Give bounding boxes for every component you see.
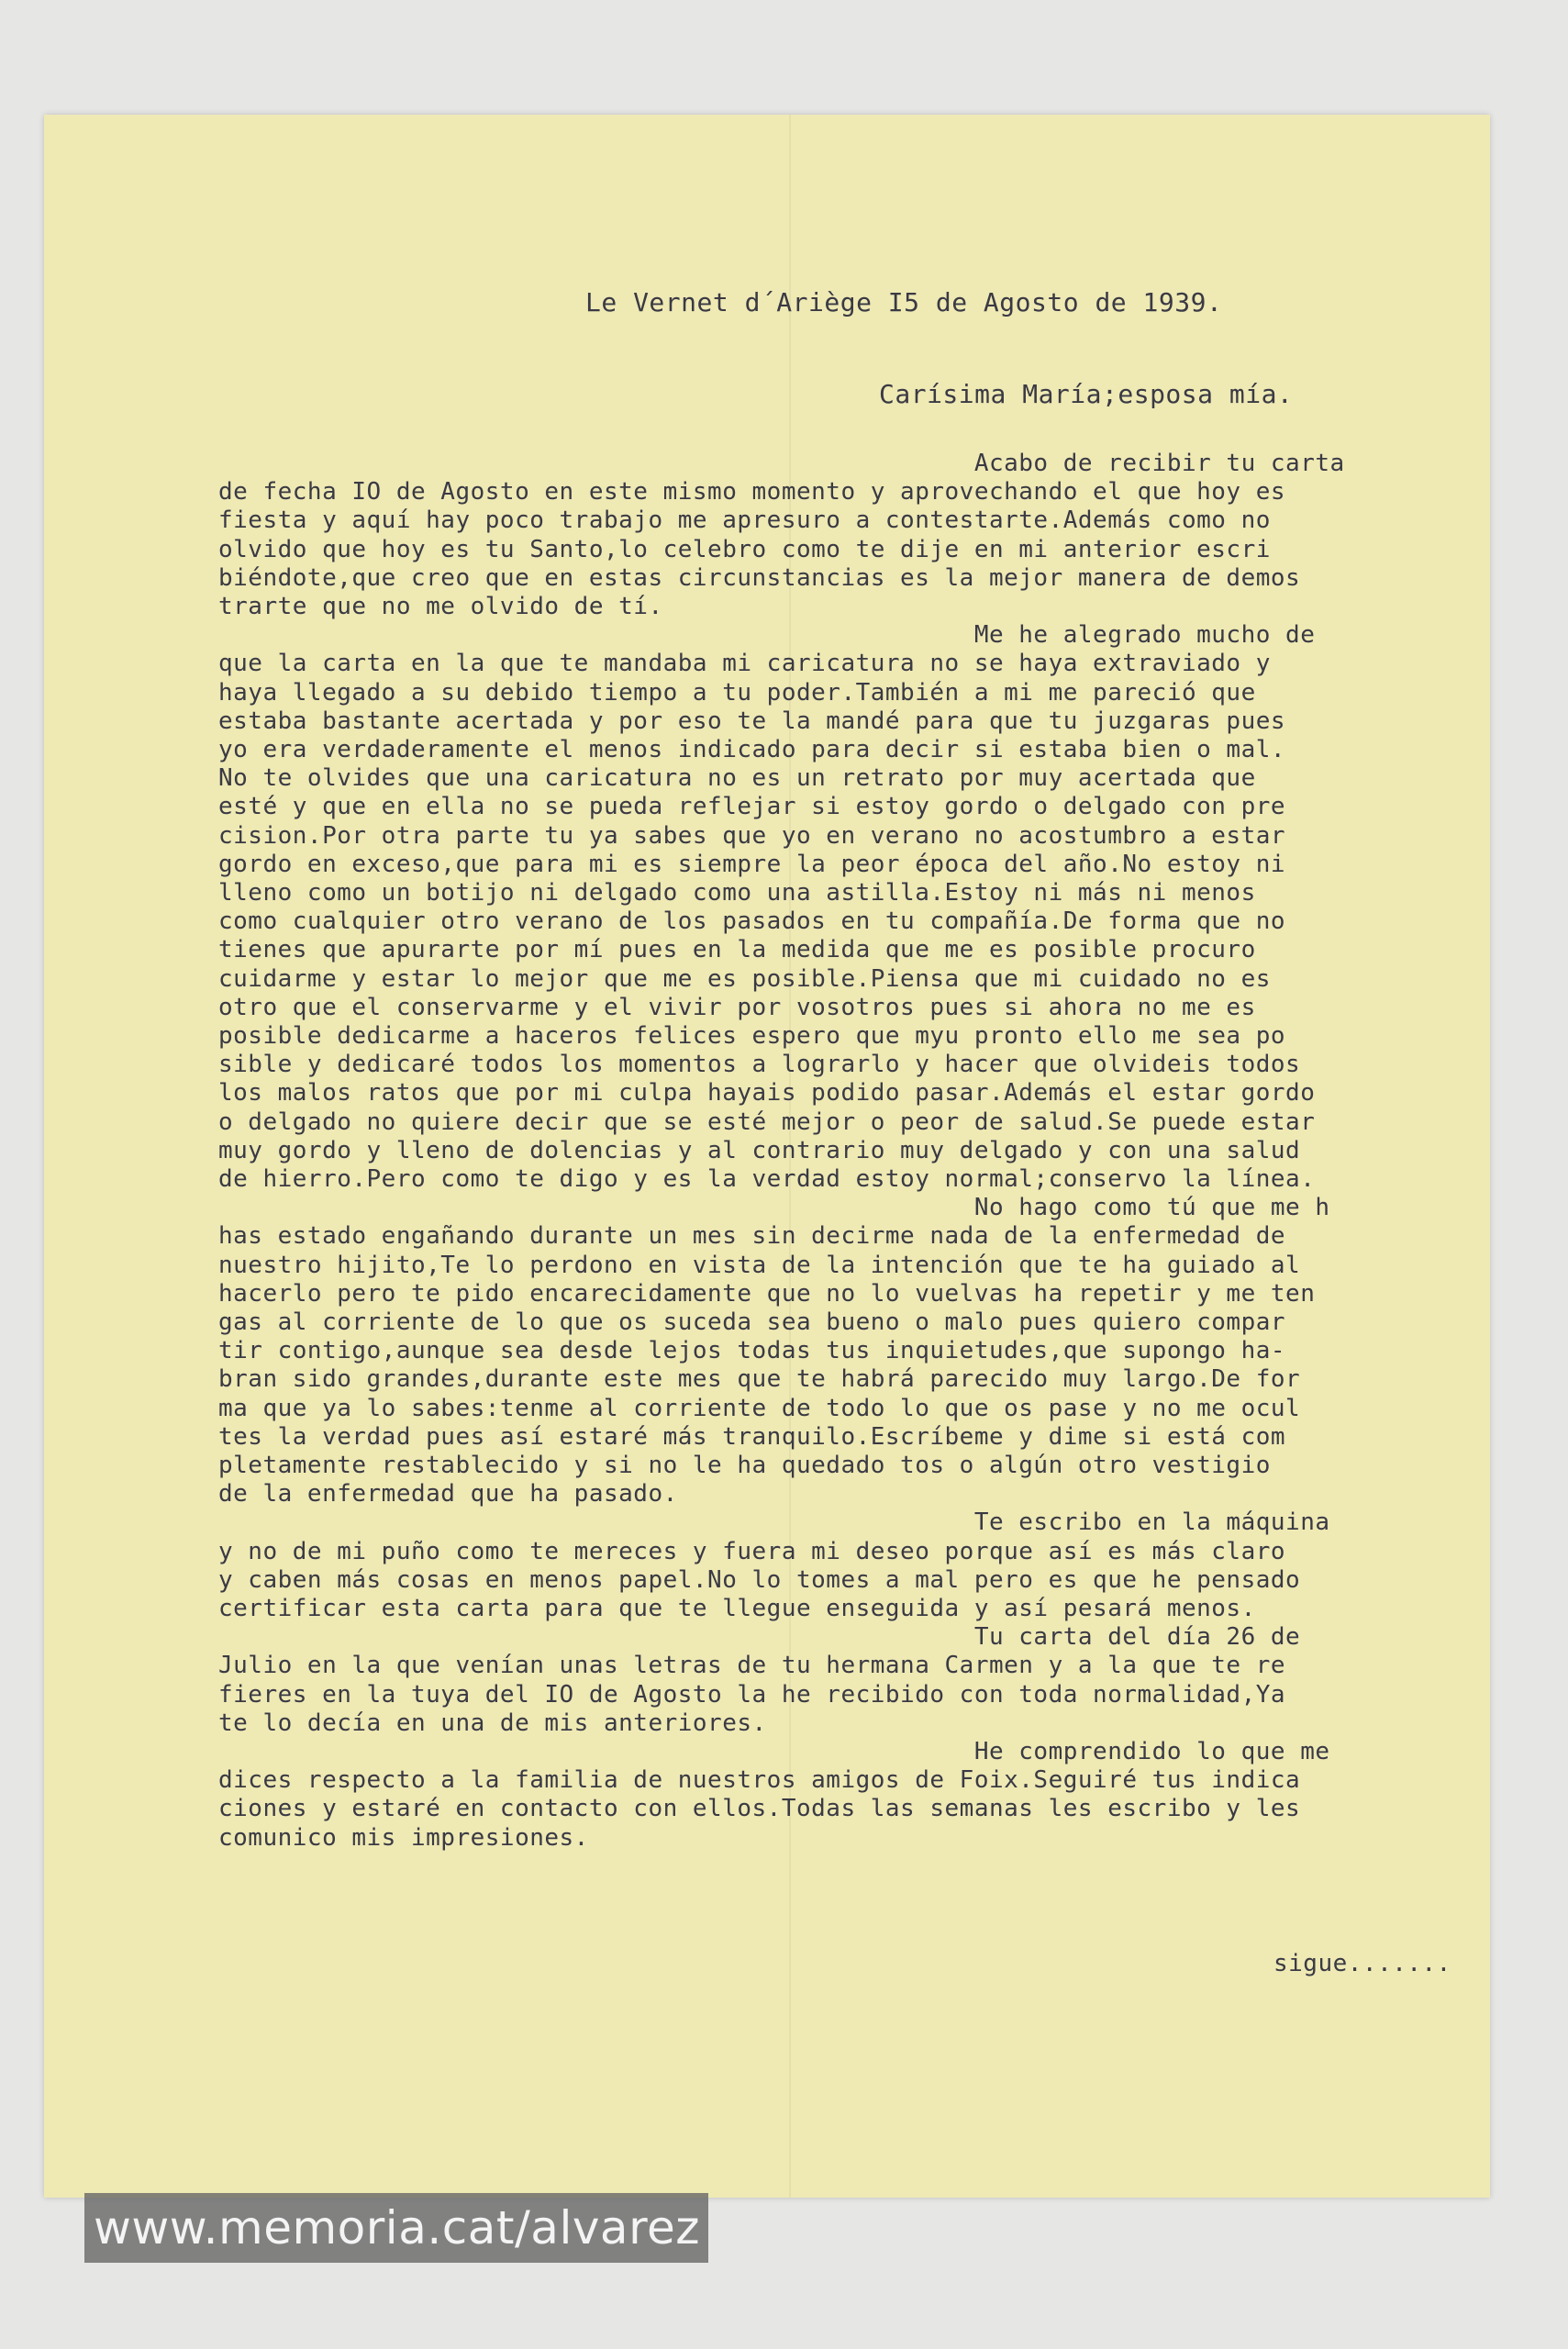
letter-line: Acabo de recibir tu carta xyxy=(218,450,1345,477)
letter-line: fieres en la tuya del IO de Agosto la he recibido con toda normalidad,Ya xyxy=(218,1680,1286,1709)
letter-line: trarte que no me olvido de tí. xyxy=(218,593,663,620)
letter-line: Me he alegrado mucho de xyxy=(218,621,1316,650)
letter-line: tir contigo,aunque sea desde lejos todas tus inquietudes,que supongo ha- xyxy=(218,1337,1286,1365)
letter-line: cision.Por otra parte tu ya sabes que yo en verano no acostumbro a estar xyxy=(218,821,1286,850)
letter-line: que la carta en la que te mandaba mi caricatura no se haya extraviado y xyxy=(218,650,1271,678)
letter-line: como cualquier otro verano de los pasados en tu compañía.De forma que no xyxy=(218,907,1286,936)
letter-line: ma que ya lo sabes:tenme al corriente de todo lo que os pase y no me ocul xyxy=(218,1394,1301,1422)
letter-line: estaba bastante acertada y por eso te la mandé para que tu juzgaras pues xyxy=(218,707,1286,735)
letter-line: pletamente restablecido y si no le ha quedado tos o algún otro vestigio xyxy=(218,1452,1271,1479)
letter-line: y caben más cosas en menos papel.No lo tomes a mal pero es que he pensado xyxy=(218,1565,1301,1594)
letter-line: los malos ratos que por mi culpa hayais podido pasar.Además el estar gordo xyxy=(218,1079,1316,1108)
letter-line: muy gordo y lleno de dolencias y al contrario muy delgado y con una salud xyxy=(218,1136,1301,1164)
letter-line: de hierro.Pero como te digo y es la verdad estoy normal;conservo la línea. xyxy=(218,1165,1316,1193)
letter-line: de fecha IO de Agosto en este mismo momento y aprovechando el que hoy es xyxy=(218,478,1286,507)
letter-line: olvido que hoy es tu Santo,lo celebro como te dije en mi anterior escri xyxy=(218,535,1271,563)
letter-line: bran sido grandes,durante este mes que te habrá parecido muy largo.De for xyxy=(218,1365,1301,1394)
letter-line: o delgado no quiere decir que se esté mejor o peor de salud.Se puede estar xyxy=(218,1108,1316,1136)
letter-line: sible y dedicaré todos los momentos a lograrlo y hacer que olvideis todos xyxy=(218,1051,1301,1079)
letter-line: lleno como un botijo ni delgado como una astilla.Estoy ni más ni menos xyxy=(218,879,1256,907)
letter-line: fiesta y aquí hay poco trabajo me apresuro a contestarte.Además como no xyxy=(218,507,1271,535)
letter-line: No te olvides que una caricatura no es un retrato por muy acertada que xyxy=(218,764,1256,793)
letter-line: He comprendido lo que me xyxy=(218,1738,1330,1765)
letter-line: posible dedicarme a haceros felices espero que myu pronto ello me sea po xyxy=(218,1022,1286,1050)
letter-line: otro que el conservarme y el vivir por vosotros pues si ahora no me es xyxy=(218,993,1256,1021)
letter-line: comunico mis impresiones. xyxy=(218,1823,589,1852)
letter-line: hacerlo pero te pido encarecidamente que no lo vuelvas ha repetir y me ten xyxy=(218,1279,1316,1308)
letter-line: haya llegado a su debido tiempo a tu poder.También a mi me pareció que xyxy=(218,678,1256,707)
letter-salutation: Carísima María;esposa mía. xyxy=(879,379,1294,409)
letter-line: Tu carta del día 26 de xyxy=(218,1623,1301,1652)
letter-line: gordo en exceso,que para mi es siempre la peor época del año.No estoy ni xyxy=(218,850,1286,878)
letter-line: cuidarme y estar lo mejor que me es posible.Piensa que mi cuidado no es xyxy=(218,964,1271,993)
watermark-url: www.memoria.cat/alvarez xyxy=(84,2193,708,2263)
letter-line: Te escribo en la máquina xyxy=(218,1508,1330,1537)
letter-line: Julio en la que venían unas letras de tu hermana Carmen y a la que te re xyxy=(218,1652,1286,1680)
letter-line: y no de mi puño como te mereces y fuera mi deseo porque así es más claro xyxy=(218,1537,1286,1565)
letter-line: gas al corriente de lo que os suceda sea bueno o malo pues quiero compar xyxy=(218,1308,1286,1336)
letter-line: tes la verdad pues así estaré más tranquilo.Escríbeme y dime si está com xyxy=(218,1422,1286,1451)
letter-line: esté y que en ella no se pueda reflejar si estoy gordo o delgado con pre xyxy=(218,793,1286,821)
letter-dateline: Le Vernet d´Ariège I5 de Agosto de 1939. xyxy=(585,287,1223,317)
letter-line: de la enfermedad que ha pasado. xyxy=(218,1480,678,1508)
letter-line: yo era verdaderamente el menos indicado para decir si estaba bien o mal. xyxy=(218,736,1286,763)
letter-line: No hago como tú que me h xyxy=(218,1194,1330,1222)
letter-line: tienes que apurarte por mí pues en la medida que me es posible procuro xyxy=(218,936,1256,964)
letter-line: certificar esta carta para que te llegue enseguida y así pesará menos. xyxy=(218,1595,1256,1622)
letter-line: biéndote,que creo que en estas circunstancias es la mejor manera de demos xyxy=(218,563,1301,592)
letter-line: te lo decía en una de mis anteriores. xyxy=(218,1709,767,1737)
letter-line: ciones y estaré en contacto con ellos.Todas las semanas les escribo y les xyxy=(218,1795,1301,1823)
letter-line: dices respecto a la familia de nuestros amigos de Foix.Seguiré tus indica xyxy=(218,1766,1301,1795)
letter-page xyxy=(44,115,1490,2198)
letter-line: has estado engañando durante un mes sin decirme nada de la enfermedad de xyxy=(218,1222,1286,1251)
letter-line: nuestro hijito,Te lo perdono en vista de la intención que te ha guiado al xyxy=(218,1251,1301,1279)
letter-closing: sigue....... xyxy=(1273,1950,1451,1977)
typed-letter xyxy=(44,115,1490,2198)
